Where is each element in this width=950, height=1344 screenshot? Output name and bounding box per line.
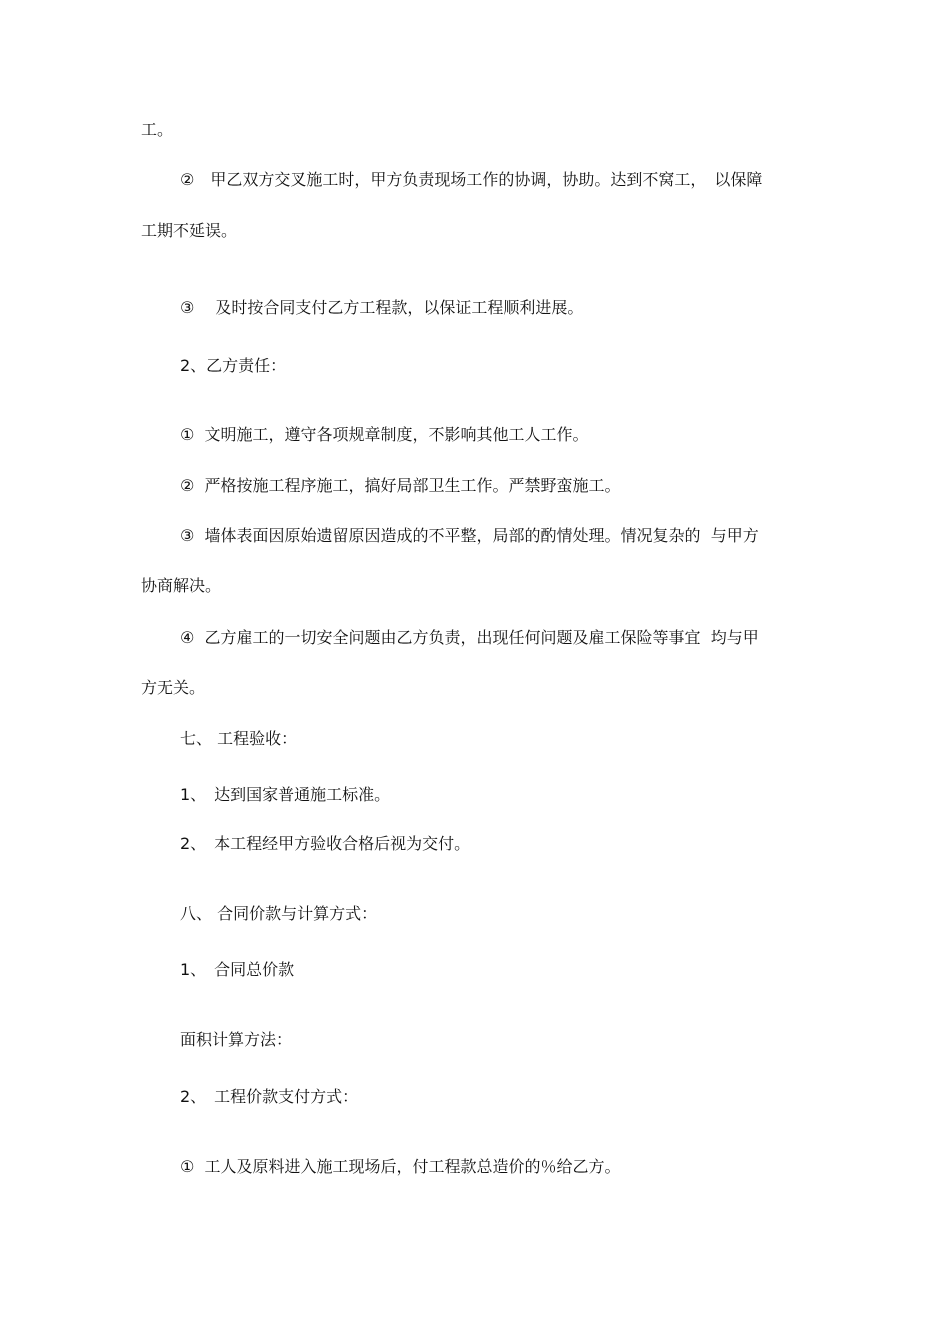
text-line: 方无关。 (141, 678, 206, 697)
text-line: 面积计算方法： (180, 1030, 293, 1049)
text-line: 1、 达到国家普通施工标准。 (180, 785, 391, 804)
text-line: 2、乙方责任： (180, 356, 287, 375)
text-line: ③ 及时按合同支付乙方工程款，以保证工程顺利进展。 (180, 298, 584, 317)
text-line: ① 文明施工，遵守各项规章制度，不影响其他工人工作。 (180, 425, 589, 444)
text-line: 工期不延误。 (141, 221, 238, 240)
text-line: 工。 (141, 120, 174, 139)
text-line: 七、 工程验收： (180, 729, 298, 748)
text-line: 八、 合同价款与计算方式： (180, 904, 378, 923)
text-line: 1、 合同总价款 (180, 960, 295, 979)
text-line: ④ 乙方雇工的一切安全问题由乙方负责，出现任何问题及雇工保险等事宜 均与甲 (180, 628, 759, 647)
text-line: 协商解决。 (141, 576, 222, 595)
text-line: 2、 工程价款支付方式： (180, 1087, 359, 1106)
text-line: ① 工人及原料进入施工现场后，付工程款总造价的％给乙方。 (180, 1157, 621, 1176)
text-line: ② 严格按施工程序施工，搞好局部卫生工作。严禁野蛮施工。 (180, 476, 621, 495)
text-line: ② 甲乙双方交叉施工时，甲方负责现场工作的协调，协助。达到不窝工， 以保障 (180, 170, 763, 189)
text-line: ③ 墙体表面因原始遗留原因造成的不平整，局部的酌情处理。情况复杂的 与甲方 (180, 526, 759, 545)
text-line: 2、 本工程经甲方验收合格后视为交付。 (180, 834, 471, 853)
